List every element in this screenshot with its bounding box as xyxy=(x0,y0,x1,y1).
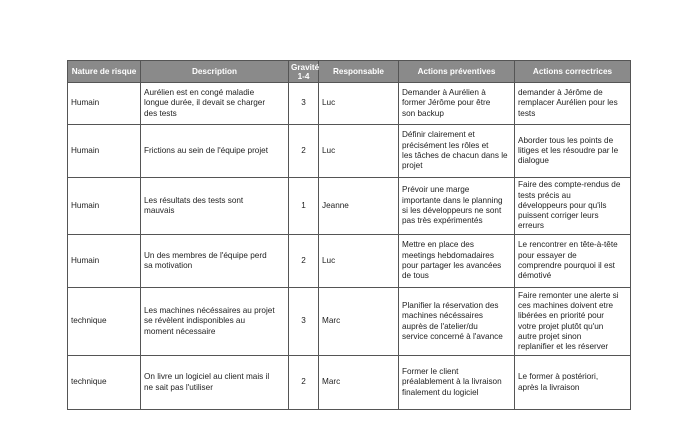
header-responsable: Responsable xyxy=(319,61,399,83)
cell-nature: technique xyxy=(68,288,141,356)
cell-actions-correctrices: demander à Jérôme de remplacer Aurélien pour les tests xyxy=(515,83,631,125)
cell-description: On livre un logiciel au client mais il ne sait pas l'utiliser xyxy=(141,356,289,410)
cell-description: Un des membres de l'équipe perd sa motivation xyxy=(141,235,289,288)
cell-actions-preventives: Prévoir une marge importante dans le planning si les développeurs ne sont pas très expérimentés xyxy=(399,178,515,235)
cell-description: Frictions au sein de l'équipe projet xyxy=(141,125,289,178)
table-row xyxy=(68,125,631,178)
cell-gravite: 2 xyxy=(289,125,319,178)
cell-nature: Humain xyxy=(68,178,141,235)
header-actions-preventives: Actions préventives xyxy=(399,61,515,83)
cell-gravite: 2 xyxy=(289,356,319,410)
header-gravite: Gravité 1-4 xyxy=(289,61,319,83)
cell-description: Aurélien est en congé maladie longue durée, il devait se charger des tests xyxy=(141,83,289,125)
cell-actions-preventives: Définir clairement et précisément les rôles et les tâches de chacun dans le projet xyxy=(399,125,515,178)
cell-actions-correctrices: Le former à postériori, après la livraison xyxy=(515,356,631,410)
cell-gravite: 3 xyxy=(289,83,319,125)
table-row xyxy=(68,288,631,356)
cell-actions-preventives: Former le client préalablement à la livraison finalement du logiciel xyxy=(399,356,515,410)
header-nature: Nature de risque xyxy=(68,61,141,83)
cell-gravite: 2 xyxy=(289,235,319,288)
cell-actions-preventives: Planifier la réservation des machines nécéssaires auprès de l'atelier/du service concerné à l'avance xyxy=(399,288,515,356)
cell-description: Les résultats des tests sont mauvais xyxy=(141,178,289,235)
header-row xyxy=(68,61,631,83)
cell-gravite: 3 xyxy=(289,288,319,356)
cell-responsable: Luc xyxy=(319,83,399,125)
risk-table xyxy=(67,60,631,410)
cell-description: Les machines nécéssaires au projet se révèlent indisponibles au moment nécessaire xyxy=(141,288,289,356)
header-actions-correctrices: Actions correctrices xyxy=(515,61,631,83)
cell-responsable: Luc xyxy=(319,235,399,288)
cell-nature: Humain xyxy=(68,235,141,288)
cell-responsable: Jeanne xyxy=(319,178,399,235)
cell-actions-correctrices: Faire des compte-rendus de tests précis au développeurs pour qu'ils puissent corriger leurs erreurs xyxy=(515,178,631,235)
table-row xyxy=(68,178,631,235)
cell-actions-correctrices: Faire remonter une alerte si ces machines doivent etre libérées en priorité pour votre projet plutôt qu'un autre projet sinon replanifier et les réserver xyxy=(515,288,631,356)
table-row xyxy=(68,356,631,410)
table-row xyxy=(68,235,631,288)
cell-responsable: Marc xyxy=(319,288,399,356)
cell-actions-preventives: Mettre en place des meetings hebdomadaires pour partager les avancées de tous xyxy=(399,235,515,288)
table-row xyxy=(68,83,631,125)
cell-responsable: Marc xyxy=(319,356,399,410)
cell-nature: Humain xyxy=(68,125,141,178)
cell-responsable: Luc xyxy=(319,125,399,178)
header-description: Description xyxy=(141,61,289,83)
cell-nature: technique xyxy=(68,356,141,410)
cell-actions-correctrices: Le rencontrer en tête-à-tête pour essayer de comprendre pourquoi il est démotivé xyxy=(515,235,631,288)
cell-actions-correctrices: Aborder tous les points de litiges et les résoudre par le dialogue xyxy=(515,125,631,178)
cell-gravite: 1 xyxy=(289,178,319,235)
risk-table-sheet xyxy=(67,60,631,410)
cell-actions-preventives: Demander à Aurélien à former Jérôme pour être son backup xyxy=(399,83,515,125)
cell-nature: Humain xyxy=(68,83,141,125)
